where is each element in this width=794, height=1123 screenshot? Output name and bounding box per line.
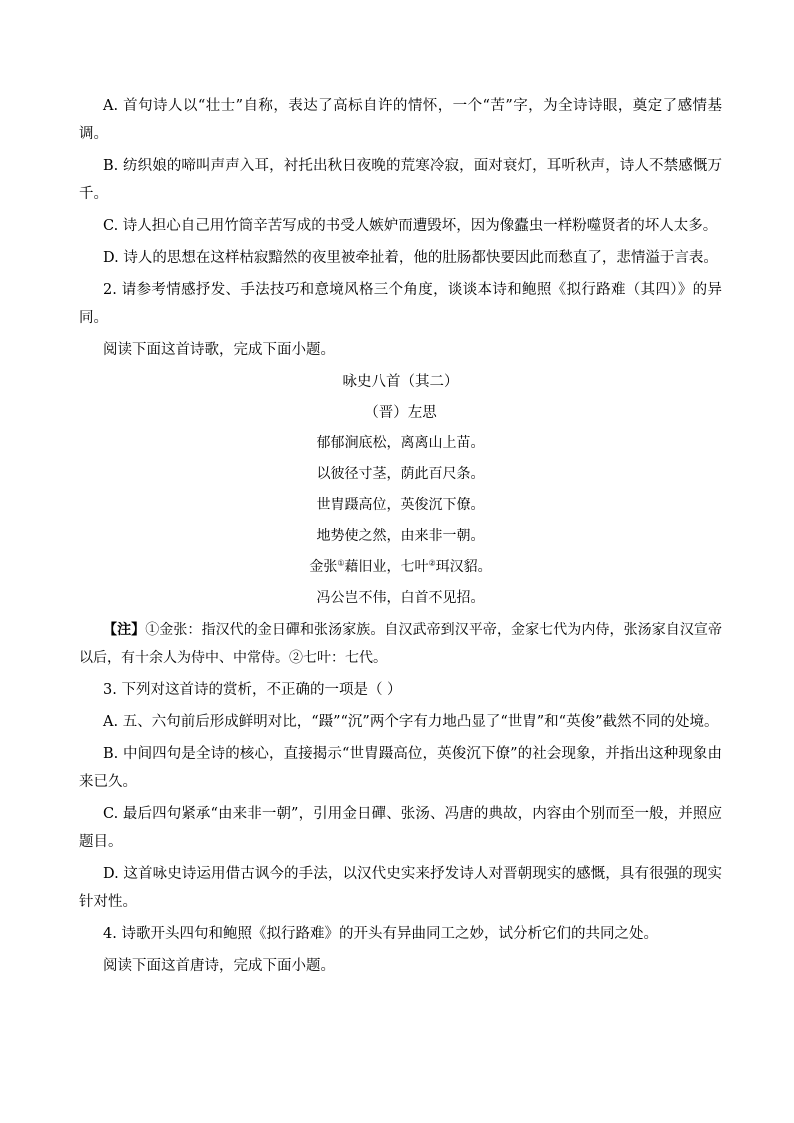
note-label: 【注】 (103, 622, 146, 638)
q1-option-c: C. 诗人担心自己用竹筒辛苦写成的书受人嫉妒而遭毁坏，因为像蠹虫一样粉噬贤者的坏人太多。 (103, 218, 718, 234)
reading-instruction-1: 阅读下面这首诗歌，完成下面小题。 (103, 342, 335, 358)
footnote-marker-2: ② (428, 558, 436, 568)
q3-option-d: D. 这首咏史诗运用借古讽今的手法，以汉代史实来抒发诗人对晋朝现实的感慨，具有很强的现实针对性。 (79, 866, 722, 910)
q3-option-a: A. 五、六句前后形成鲜明对比，“蹑”“沉”两个字有力地凸显了“世胄”和“英俊”截然不同的处境。 (103, 714, 719, 730)
poem-line-5 (79, 554, 722, 580)
poem-note (79, 616, 722, 672)
poem-line-1: 郁郁涧底松，离离山上苗。 (316, 435, 485, 451)
q1-option-b: B. 纺织娘的啼叫声声入耳，衬托出秋日夜晚的荒寒冷寂，面对衰灯，耳听秋声，诗人不禁感慨万千。 (79, 158, 722, 202)
q3-option-c: C. 最后四句紧承“由来非一朝”，引用金日磾、张汤、冯唐的典故，内容由个别而至一般，并照应题目。 (79, 806, 722, 850)
q3-option-b: B. 中间四句是全诗的核心，直接揭示“世胄蹑高位，英俊沉下僚”的社会现象，并指出这种现象由来已久。 (79, 746, 722, 790)
page-content (79, 92, 722, 984)
note-text: ①金张：指汉代的金日磾和张汤家族。自汉武帝到汉平帝，金家七代为内侍，张汤家自汉宣帝以后，有十余人为侍中、中常侍。②七叶：七代。 (79, 622, 723, 666)
q1-option-d: D. 诗人的思想在这样枯寂黯然的夜里被牵扯着，他的肚肠都快要因此而愁直了，悲情溢于言表。 (103, 250, 718, 266)
poem-line-4: 地势使之然，由来非一朝。 (316, 528, 485, 544)
poem-line-5-part-b: 藉旧业，七叶 (344, 559, 429, 575)
question-4: 4. 诗歌开头四句和鲍照《拟行路难》的开头有异曲同工之妙，试分析它们的共同之处。 (103, 926, 658, 942)
question-3-stem: 3. 下列对这首诗的赏析，不正确的一项是（ ） (103, 682, 402, 698)
poem-line-5-part-a: 金张 (309, 559, 338, 575)
question-2: 2. 请参考情感抒发、手法技巧和意境风格三个角度，谈谈本诗和鲍照《拟行路难（其四）》的异同。 (79, 282, 722, 326)
poem-title: 咏史八首（其二） (342, 374, 459, 390)
poem-line-3: 世胄蹑高位，英俊沉下僚。 (316, 497, 485, 513)
poem-line-5-part-c: 珥汉貂。 (435, 559, 492, 575)
poem-line-2: 以彼径寸茎，荫此百尺条。 (316, 466, 485, 482)
reading-instruction-2: 阅读下面这首唐诗，完成下面小题。 (103, 958, 335, 974)
poem-line-6: 冯公岂不伟，白首不见招。 (316, 590, 485, 606)
poem-author: （晋）左思 (364, 405, 437, 421)
q1-option-a: A. 首句诗人以“壮士”自称，表达了高标自许的情怀，一个“苦”字，为全诗诗眼，奠定了感情基调。 (79, 98, 722, 142)
footnote-marker-1: ① (337, 558, 345, 568)
